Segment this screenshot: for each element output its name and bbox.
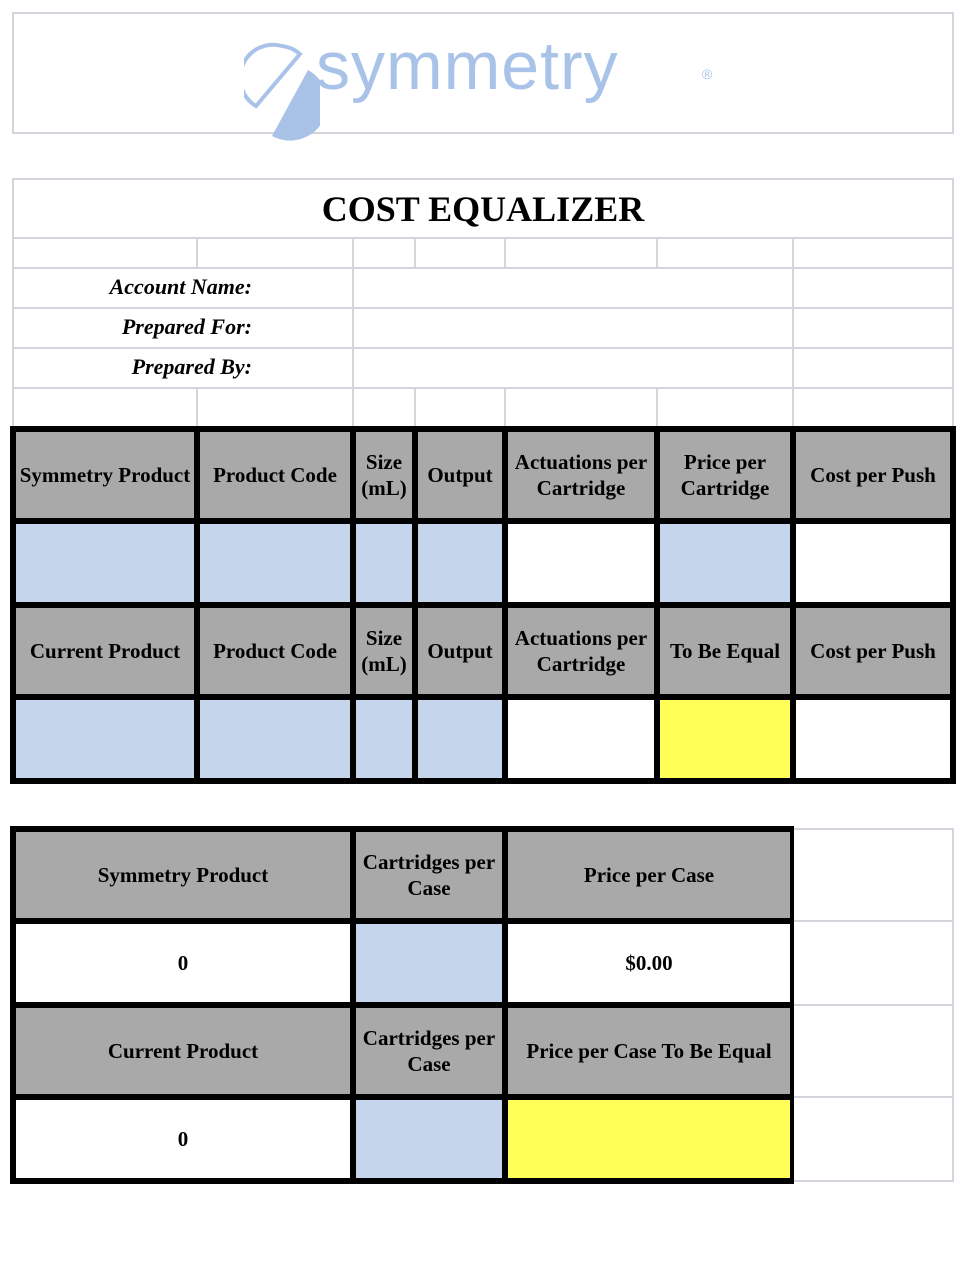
header-price-per-case: Price per Case: [508, 832, 790, 918]
grid-line: [792, 1096, 954, 1098]
grid-line: [504, 238, 506, 268]
header-cost-per-push: Cost per Push: [796, 608, 950, 694]
symmetry-size-input[interactable]: [356, 524, 412, 602]
symmetry-actuations-value: [508, 524, 654, 602]
symmetry-product-input[interactable]: [16, 524, 194, 602]
logo-wordmark: symmetry: [316, 28, 619, 104]
grid-line: [12, 387, 954, 389]
current-code-input[interactable]: [200, 700, 350, 778]
header-product-code: Product Code: [200, 608, 350, 694]
account-name-field[interactable]: [354, 269, 792, 307]
header-size: Size (mL): [356, 432, 412, 518]
grid-line: [792, 828, 954, 830]
current-actuations-value: [508, 700, 654, 778]
prepared-by-label: Prepared By:: [131, 354, 252, 379]
header-symmetry-product: Symmetry Product: [16, 832, 350, 918]
header-product-code: Product Code: [200, 432, 350, 518]
header-price-per-case-equal: Price per Case To Be Equal: [508, 1008, 790, 1094]
symmetry-price-input[interactable]: [660, 524, 790, 602]
grid-line: [792, 238, 794, 430]
prepared-for-label: Prepared For:: [121, 314, 252, 339]
current-cost-per-push-value: [796, 700, 950, 778]
header-actuations: Actuations per Cartridge: [508, 608, 654, 694]
grid-line: [792, 1004, 954, 1006]
header-price-per-cartridge: Price per Cartridge: [660, 432, 790, 518]
grid-line: [656, 238, 658, 268]
to-be-equal-value: [660, 700, 790, 778]
header-current-product: Current Product: [16, 608, 194, 694]
prepared-for-field[interactable]: [354, 309, 792, 347]
symmetry-product-value: 0: [16, 924, 350, 1002]
header-output: Output: [418, 608, 502, 694]
symmetry-cost-per-push-value: [796, 524, 950, 602]
grid-line: [504, 388, 506, 430]
symmetry-cartridges-input[interactable]: [356, 924, 502, 1002]
current-cartridges-input[interactable]: [356, 1100, 502, 1178]
grid-line: [656, 388, 658, 430]
grid-line: [414, 238, 416, 268]
price-per-case-equal-value: [508, 1100, 790, 1178]
grid-line: [792, 1180, 954, 1182]
grid-line: [196, 238, 198, 268]
header-actuations: Actuations per Cartridge: [508, 432, 654, 518]
header-to-be-equal: To Be Equal: [660, 608, 790, 694]
current-product-value: 0: [16, 1100, 350, 1178]
page-title: COST EQUALIZER: [321, 189, 645, 229]
symmetry-code-input[interactable]: [200, 524, 350, 602]
prepared-by-field[interactable]: [354, 349, 792, 387]
registered-mark: ®: [702, 66, 713, 82]
grid-line: [792, 920, 954, 922]
account-name-label: Account Name:: [109, 274, 252, 299]
header-output: Output: [418, 432, 502, 518]
grid-line: [952, 828, 954, 1182]
symmetry-logo-icon: [244, 40, 320, 144]
header-symmetry-product: Symmetry Product: [16, 432, 194, 518]
grid-line: [414, 388, 416, 430]
grid-line: [196, 388, 198, 430]
current-product-input[interactable]: [16, 700, 194, 778]
header-cartridges-per-case: Cartridges per Case: [356, 832, 502, 918]
symmetry-output-input[interactable]: [418, 524, 502, 602]
header-cost-per-push: Cost per Push: [796, 432, 950, 518]
current-output-input[interactable]: [418, 700, 502, 778]
current-size-input[interactable]: [356, 700, 412, 778]
header-current-product: Current Product: [16, 1008, 350, 1094]
logo-banner: [12, 12, 954, 134]
header-size: Size (mL): [356, 608, 412, 694]
header-cartridges-per-case: Cartridges per Case: [356, 1008, 502, 1094]
symmetry-price-per-case-value: $0.00: [508, 924, 790, 1002]
